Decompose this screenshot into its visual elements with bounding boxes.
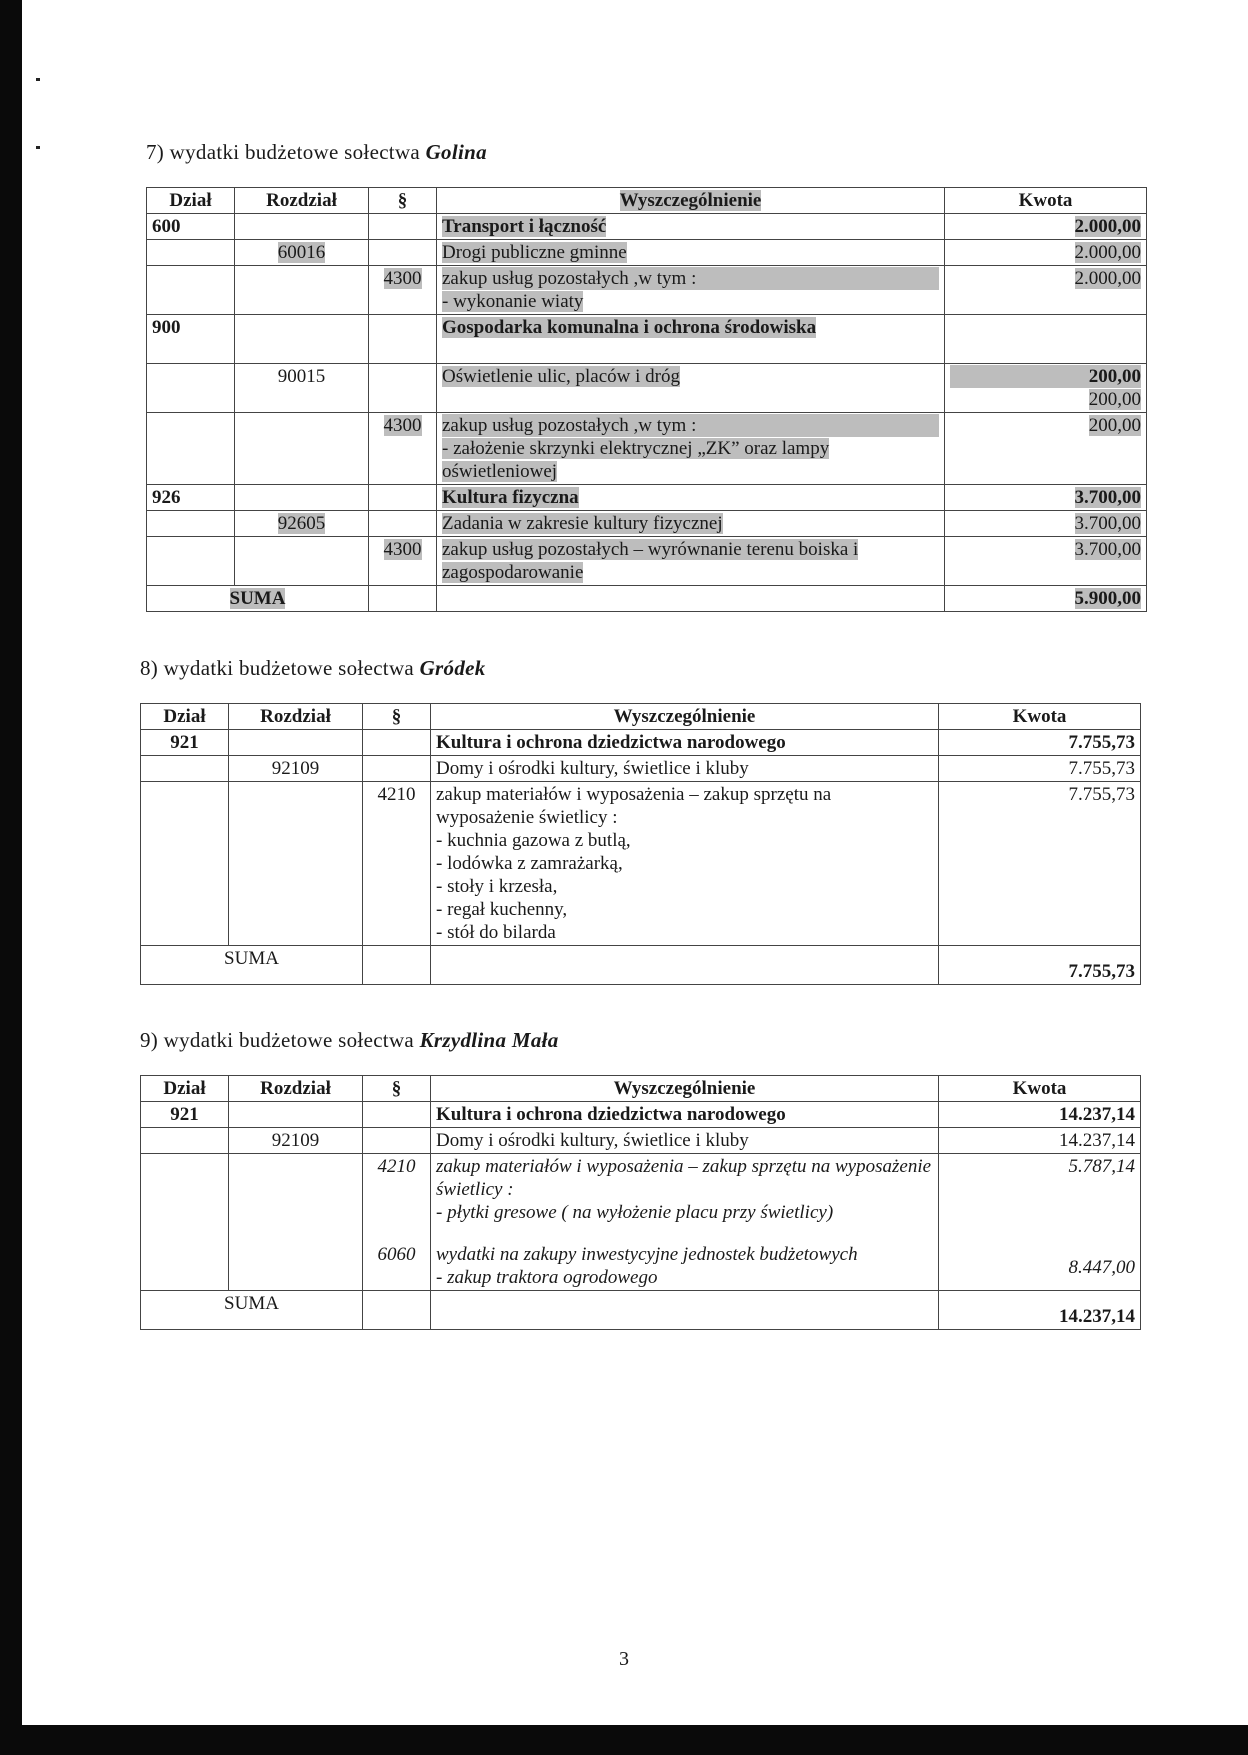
cell-paragraf: 4300 bbox=[369, 413, 437, 485]
cell-opis: Drogi publiczne gminne bbox=[437, 240, 945, 266]
cell-dzial: 921 bbox=[141, 730, 229, 756]
col-header-dzial: Dział bbox=[147, 188, 235, 214]
col-header-kwota: Kwota bbox=[939, 1076, 1141, 1102]
table-row bbox=[141, 756, 1141, 782]
table-row bbox=[141, 1242, 1141, 1291]
col-header-wyszczegolnienie: Wyszczególnienie bbox=[431, 1076, 939, 1102]
cell-kwota: 7.755,73 bbox=[939, 756, 1141, 782]
heading-place: Golina bbox=[425, 140, 487, 164]
table-row bbox=[147, 364, 1147, 413]
cell-kwota: 2.000,00 bbox=[945, 240, 1147, 266]
heading-place: Gródek bbox=[419, 656, 486, 680]
cell-kwota: 3.700,00 bbox=[945, 537, 1147, 586]
budget-table-krzydlina-mala bbox=[140, 1075, 1141, 1330]
col-header-dzial: Dział bbox=[141, 704, 229, 730]
section-grodek bbox=[140, 656, 1141, 985]
heading-place: Krzydlina Mała bbox=[419, 1028, 559, 1052]
cell-kwota: 8.447,00 bbox=[939, 1242, 1141, 1291]
col-header-kwota: Kwota bbox=[939, 704, 1141, 730]
col-header-paragraf: § bbox=[369, 188, 437, 214]
table-row bbox=[141, 1102, 1141, 1128]
cell-opis: zakup usług pozostałych ,w tym : - wykonanie wiaty bbox=[437, 266, 945, 315]
budget-table-golina bbox=[146, 187, 1147, 612]
suma-label: SUMA bbox=[147, 586, 369, 612]
col-header-paragraf: § bbox=[363, 1076, 431, 1102]
table-row bbox=[141, 1154, 1141, 1243]
list-item: - stoły i krzesła, bbox=[436, 876, 558, 897]
col-header-rozdzial: Rozdział bbox=[229, 1076, 363, 1102]
table-row bbox=[141, 1128, 1141, 1154]
scan-speck bbox=[36, 78, 40, 81]
cell-kwota: 3.700,00 bbox=[945, 485, 1147, 511]
cell-opis: Transport i łączność bbox=[437, 214, 945, 240]
cell-kwota: 7.755,73 bbox=[939, 730, 1141, 756]
page-number: 3 bbox=[619, 1648, 629, 1670]
section-heading bbox=[140, 1028, 1141, 1053]
cell-dzial: 900 bbox=[147, 315, 235, 364]
cell-rozdzial: 90015 bbox=[235, 364, 369, 413]
table-header-row bbox=[141, 1076, 1141, 1102]
cell-kwota: 2.000,00 bbox=[945, 214, 1147, 240]
cell-opis: Gospodarka komunalna i ochrona środowiska bbox=[437, 315, 945, 364]
table-row bbox=[147, 413, 1147, 485]
table-row bbox=[147, 240, 1147, 266]
table-header-row bbox=[141, 704, 1141, 730]
scan-border-left bbox=[0, 0, 22, 1755]
section-krzydlina-mala bbox=[140, 1028, 1141, 1330]
table-header-row bbox=[147, 188, 1147, 214]
suma-value: 7.755,73 bbox=[939, 946, 1141, 985]
cell-opis: zakup usług pozostałych ,w tym : - założenie skrzynki elektrycznej „ZK” oraz lampy oświetleniowej bbox=[437, 413, 945, 485]
table-row bbox=[147, 214, 1147, 240]
budget-table-grodek bbox=[140, 703, 1141, 985]
cell-kwota: 3.700,00 bbox=[945, 511, 1147, 537]
cell-rozdzial: 92109 bbox=[229, 756, 363, 782]
suma-value: 5.900,00 bbox=[945, 586, 1147, 612]
table-row bbox=[147, 511, 1147, 537]
cell-kwota: 14.237,14 bbox=[939, 1102, 1141, 1128]
table-row bbox=[147, 315, 1147, 364]
section-golina bbox=[146, 140, 1147, 612]
cell-opis: Kultura fizyczna bbox=[437, 485, 945, 511]
cell-kwota: 14.237,14 bbox=[939, 1128, 1141, 1154]
section-heading bbox=[140, 656, 1141, 681]
suma-label: SUMA bbox=[141, 1291, 363, 1330]
cell-dzial: 921 bbox=[141, 1102, 229, 1128]
section-heading bbox=[146, 140, 1147, 165]
heading-text: 8) wydatki budżetowe sołectwa bbox=[140, 656, 415, 680]
cell-kwota: 2.000,00 bbox=[945, 266, 1147, 315]
heading-text: 9) wydatki budżetowe sołectwa bbox=[140, 1028, 415, 1052]
col-header-paragraf: § bbox=[363, 704, 431, 730]
cell-paragraf: 4300 bbox=[369, 537, 437, 586]
col-header-wyszczegolnienie: Wyszczególnienie bbox=[431, 704, 939, 730]
cell-opis: zakup materiałów i wyposażenia – zakup sprzętu na wyposażenie świetlicy : - kuchnia gazowa z butlą, - lodówka z zamrażarką, - stoły i krzesła, - regał kuchenny, - stół do bilarda bbox=[431, 782, 939, 946]
cell-opis: wydatki na zakupy inwestycyjne jednostek budżetowych - zakup traktora ogrodowego bbox=[431, 1242, 939, 1291]
cell-dzial: 926 bbox=[147, 485, 235, 511]
table-row bbox=[147, 537, 1147, 586]
cell-opis: Domy i ośrodki kultury, świetlice i kluby bbox=[431, 1128, 939, 1154]
list-item: - kuchnia gazowa z butlą, bbox=[436, 830, 631, 851]
table-row bbox=[141, 782, 1141, 946]
cell-opis: Kultura i ochrona dziedzictwa narodowego bbox=[431, 730, 939, 756]
cell-rozdzial: 92605 bbox=[235, 511, 369, 537]
table-row bbox=[141, 730, 1141, 756]
cell-paragraf: 4210 bbox=[363, 782, 431, 946]
suma-row bbox=[147, 586, 1147, 612]
cell-dzial: 600 bbox=[147, 214, 235, 240]
col-header-rozdzial: Rozdział bbox=[229, 704, 363, 730]
cell-kwota: 200,00 200,00 bbox=[945, 364, 1147, 413]
cell-opis: zakup materiałów i wyposażenia – zakup sprzętu na wyposażenie świetlicy : - płytki gresowe ( na wyłożenie placu przy świetlicy) bbox=[431, 1154, 939, 1243]
suma-row bbox=[141, 1291, 1141, 1330]
suma-value: 14.237,14 bbox=[939, 1291, 1141, 1330]
suma-row bbox=[141, 946, 1141, 985]
list-item: - stół do bilarda bbox=[436, 922, 556, 943]
cell-paragraf: 4300 bbox=[369, 266, 437, 315]
cell-opis: Oświetlenie ulic, placów i dróg bbox=[437, 364, 945, 413]
cell-kwota: 7.755,73 bbox=[939, 782, 1141, 946]
cell-rozdzial: 60016 bbox=[235, 240, 369, 266]
col-header-rozdzial: Rozdział bbox=[235, 188, 369, 214]
cell-paragraf: 6060 bbox=[363, 1242, 431, 1291]
scan-speck bbox=[36, 146, 40, 149]
cell-opis: Kultura i ochrona dziedzictwa narodowego bbox=[431, 1102, 939, 1128]
cell-kwota: 5.787,14 bbox=[939, 1154, 1141, 1243]
scan-border-bottom bbox=[0, 1725, 1248, 1755]
list-item: - lodówka z zamrażarką, bbox=[436, 853, 623, 874]
col-header-wyszczegolnienie: Wyszczególnienie bbox=[437, 188, 945, 214]
list-item: - regał kuchenny, bbox=[436, 899, 568, 920]
col-header-dzial: Dział bbox=[141, 1076, 229, 1102]
cell-opis: Zadania w zakresie kultury fizycznej bbox=[437, 511, 945, 537]
heading-text: 7) wydatki budżetowe sołectwa bbox=[146, 140, 421, 164]
suma-label: SUMA bbox=[141, 946, 363, 985]
cell-kwota: 200,00 bbox=[945, 413, 1147, 485]
col-header-kwota: Kwota bbox=[945, 188, 1147, 214]
cell-opis: Domy i ośrodki kultury, świetlice i kluby bbox=[431, 756, 939, 782]
cell-paragraf: 4210 bbox=[363, 1154, 431, 1243]
table-row bbox=[147, 266, 1147, 315]
table-row bbox=[147, 485, 1147, 511]
cell-opis: zakup usług pozostałych – wyrównanie terenu boiska i zagospodarowanie bbox=[437, 537, 945, 586]
cell-rozdzial: 92109 bbox=[229, 1128, 363, 1154]
